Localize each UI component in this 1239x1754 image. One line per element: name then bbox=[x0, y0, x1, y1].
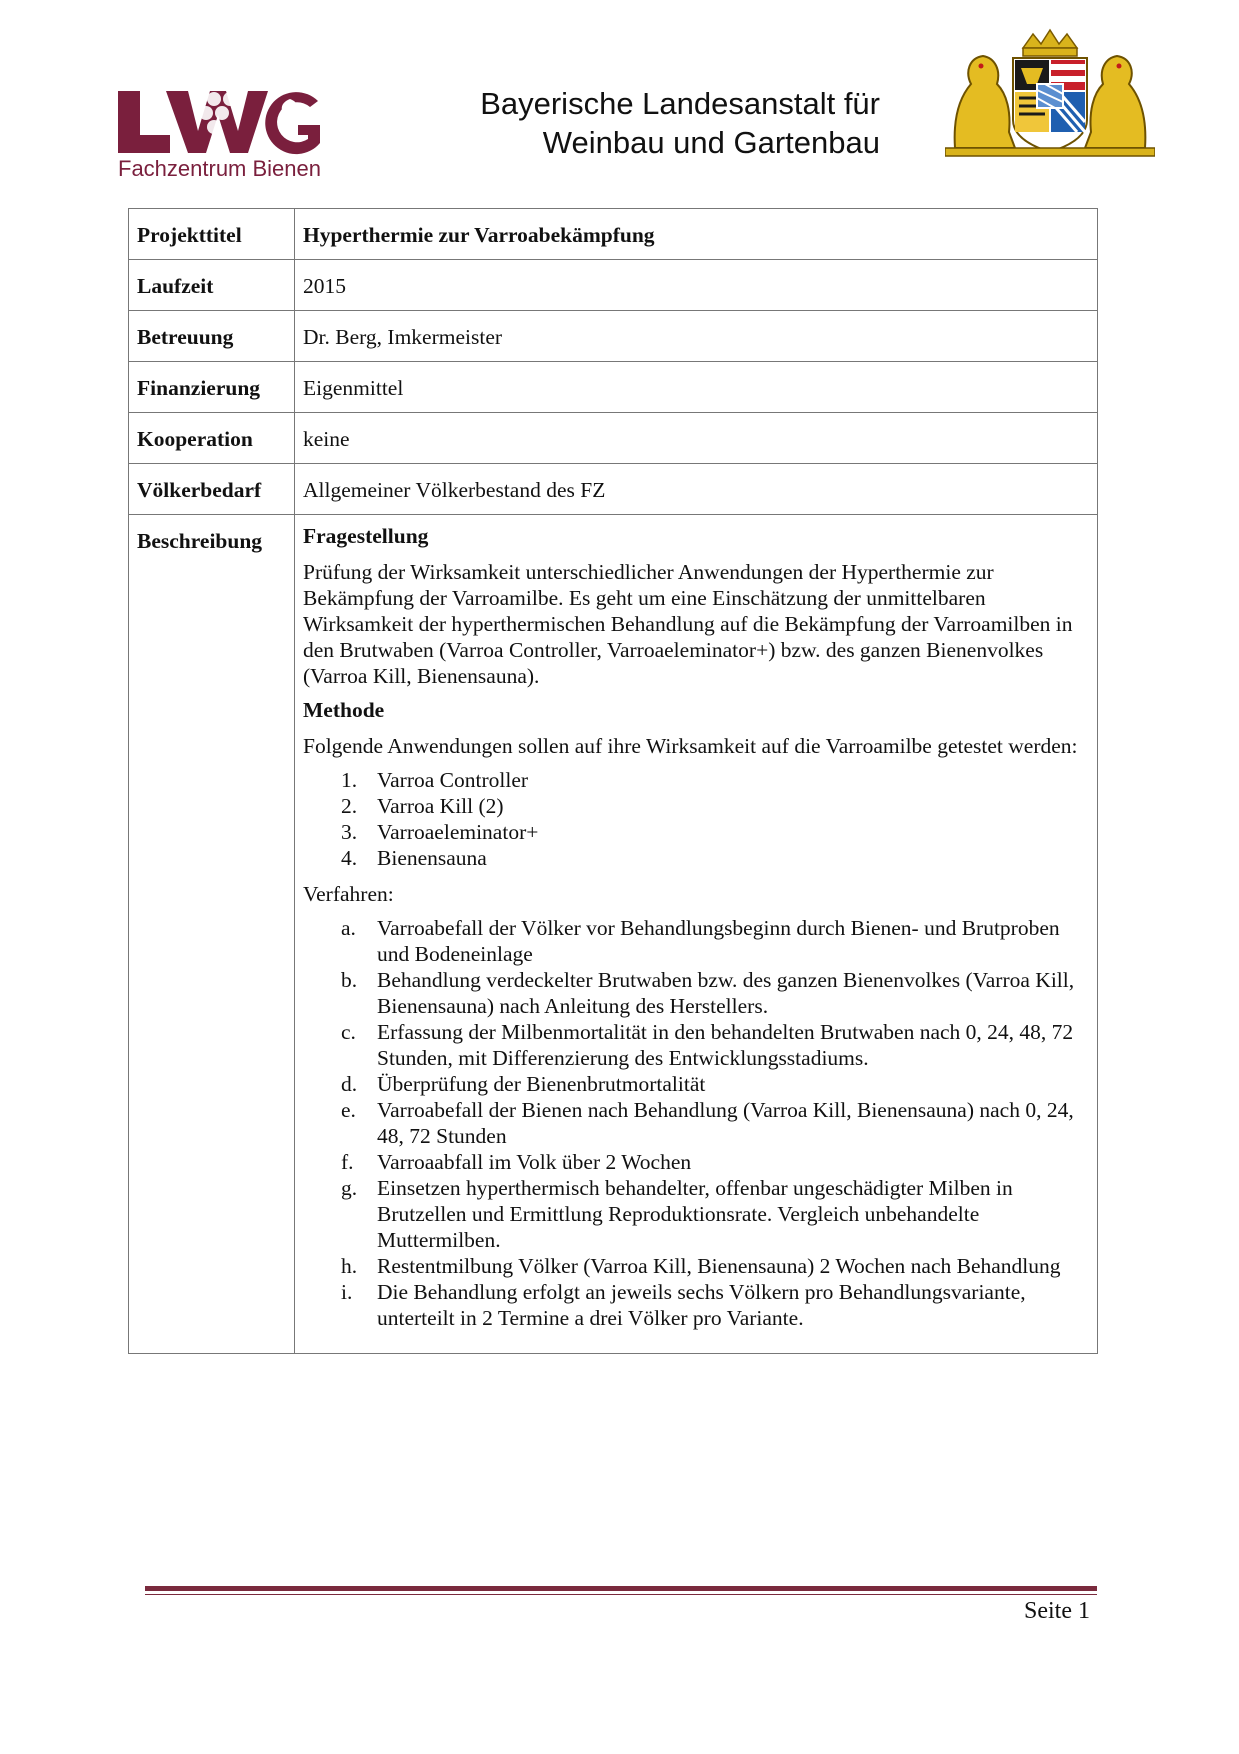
list-item-text: Einsetzen hyperthermisch behandelter, offenbar ungeschädigter Milben in Brutzellen und Ermittlung Reproduktionsrate. Vergleich unbehandelte Muttermilben. bbox=[377, 1176, 1013, 1252]
list-item-text: Behandlung verdeckelter Brutwaben bzw. des ganzen Bienenvolkes (Varroa Kill, Bienensauna) nach Anleitung des Herstellers. bbox=[377, 968, 1075, 1018]
list-item bbox=[303, 793, 1089, 819]
table-row bbox=[129, 362, 1098, 413]
table-row bbox=[129, 260, 1098, 311]
procedure-list bbox=[303, 915, 1089, 1331]
description-row bbox=[129, 515, 1098, 1354]
list-marker: g. bbox=[341, 1176, 358, 1200]
list-item bbox=[303, 845, 1089, 871]
table-row bbox=[129, 209, 1098, 260]
list-item-text: Varroa Controller bbox=[377, 768, 529, 792]
footer-rule-thin bbox=[145, 1594, 1097, 1595]
row-value: Allgemeiner Völkerbestand des FZ bbox=[295, 464, 1098, 515]
list-item bbox=[303, 767, 1089, 793]
list-item bbox=[303, 819, 1089, 845]
row-value: Eigenmittel bbox=[295, 362, 1098, 413]
row-value: keine bbox=[295, 413, 1098, 464]
row-label: Beschreibung bbox=[129, 515, 295, 1354]
method-intro: Folgende Anwendungen sollen auf ihre Wirksamkeit auf die Varroamilbe getestet werden: bbox=[303, 734, 1078, 758]
institution-line-2: Weinbau und Gartenbau bbox=[542, 125, 880, 160]
list-item-text: Die Behandlung erfolgt an jeweils sechs Völkern pro Behandlungsvariante, unterteilt in 2 Termine a drei Völker pro Variante. bbox=[377, 1280, 1026, 1330]
list-item bbox=[303, 1253, 1089, 1279]
list-marker: 4. bbox=[341, 846, 358, 870]
project-info-table bbox=[128, 208, 1098, 1354]
list-item bbox=[303, 915, 1089, 967]
list-item bbox=[303, 1071, 1089, 1097]
row-label: Projekttitel bbox=[129, 209, 295, 260]
footer-rule bbox=[145, 1586, 1097, 1591]
applications-list bbox=[303, 767, 1089, 871]
list-item-text: Varroabefall der Völker vor Behandlungsbeginn durch Bienen- und Brutproben und Bodeneinlage bbox=[377, 916, 1060, 966]
list-item-text: Varroaeleminator+ bbox=[377, 820, 539, 844]
description-cell bbox=[295, 515, 1098, 1354]
method-heading: Methode bbox=[303, 698, 385, 722]
list-item bbox=[303, 1175, 1089, 1253]
table-row bbox=[129, 464, 1098, 515]
row-label: Kooperation bbox=[129, 413, 295, 464]
list-item-text: Varroabefall der Bienen nach Behandlung (Varroa Kill, Bienensauna) nach 0, 24, 48, 72 Stunden bbox=[377, 1098, 1074, 1148]
list-marker: b. bbox=[341, 968, 358, 992]
procedure-heading: Verfahren: bbox=[303, 882, 394, 906]
list-item bbox=[303, 1019, 1089, 1071]
page-number: Seite 1 bbox=[1024, 1598, 1090, 1624]
row-label: Laufzeit bbox=[129, 260, 295, 311]
institution-line-1: Bayerische Landesanstalt für bbox=[480, 86, 880, 121]
list-marker: d. bbox=[341, 1072, 358, 1096]
list-item-text: Restentmilbung Völker (Varroa Kill, Bienensauna) 2 Wochen nach Behandlung bbox=[377, 1254, 1061, 1278]
list-item-text: Varroa Kill (2) bbox=[377, 794, 504, 818]
row-label: Finanzierung bbox=[129, 362, 295, 413]
list-item-text: Erfassung der Milbenmortalität in den behandelten Brutwaben nach 0, 24, 48, 72 Stunden, mit Differenzierung des Entwicklungsstadiums. bbox=[377, 1020, 1074, 1070]
list-marker: 1. bbox=[341, 768, 358, 792]
question-text: Prüfung der Wirksamkeit unterschiedlicher Anwendungen der Hyperthermie zur Bekämpfung der Varroamilbe. Es geht um eine Einschätzung der unmittelbaren Wirksamkeit der hyperthermischen Behandlung auf die Bekämpfung der Varroamilben in den Brutwaben (Varroa Controller, Varroaeleminator+) bzw. des ganzen Bienenvolkes (Varroa Kill, Bienensauna). bbox=[303, 560, 1073, 688]
list-item-text: Bienensauna bbox=[377, 846, 487, 870]
table-row bbox=[129, 311, 1098, 362]
list-marker: e. bbox=[341, 1098, 356, 1122]
project-title-value: Hyperthermie zur Varroabekämpfung bbox=[295, 209, 1098, 260]
row-value: Dr. Berg, Imkermeister bbox=[295, 311, 1098, 362]
list-marker: c. bbox=[341, 1020, 356, 1044]
list-item-text: Varroaabfall im Volk über 2 Wochen bbox=[377, 1150, 692, 1174]
row-value: 2015 bbox=[295, 260, 1098, 311]
bavarian-crest-icon bbox=[945, 28, 1155, 158]
list-marker: a. bbox=[341, 916, 356, 940]
list-marker: 2. bbox=[341, 794, 358, 818]
row-label: Völkerbedarf bbox=[129, 464, 295, 515]
list-marker: f. bbox=[341, 1150, 354, 1174]
list-marker: 3. bbox=[341, 820, 358, 844]
question-heading: Fragestellung bbox=[303, 524, 429, 548]
list-item bbox=[303, 1279, 1089, 1331]
logo-subtitle: Fachzentrum Bienen bbox=[118, 156, 321, 181]
institution-name bbox=[420, 84, 880, 162]
list-marker: i. bbox=[341, 1280, 353, 1304]
table-row bbox=[129, 413, 1098, 464]
list-marker: h. bbox=[341, 1254, 358, 1278]
list-item bbox=[303, 1097, 1089, 1149]
list-item bbox=[303, 1149, 1089, 1175]
row-label: Betreuung bbox=[129, 311, 295, 362]
list-item bbox=[303, 967, 1089, 1019]
list-item-text: Überprüfung der Bienenbrutmortalität bbox=[377, 1072, 706, 1096]
